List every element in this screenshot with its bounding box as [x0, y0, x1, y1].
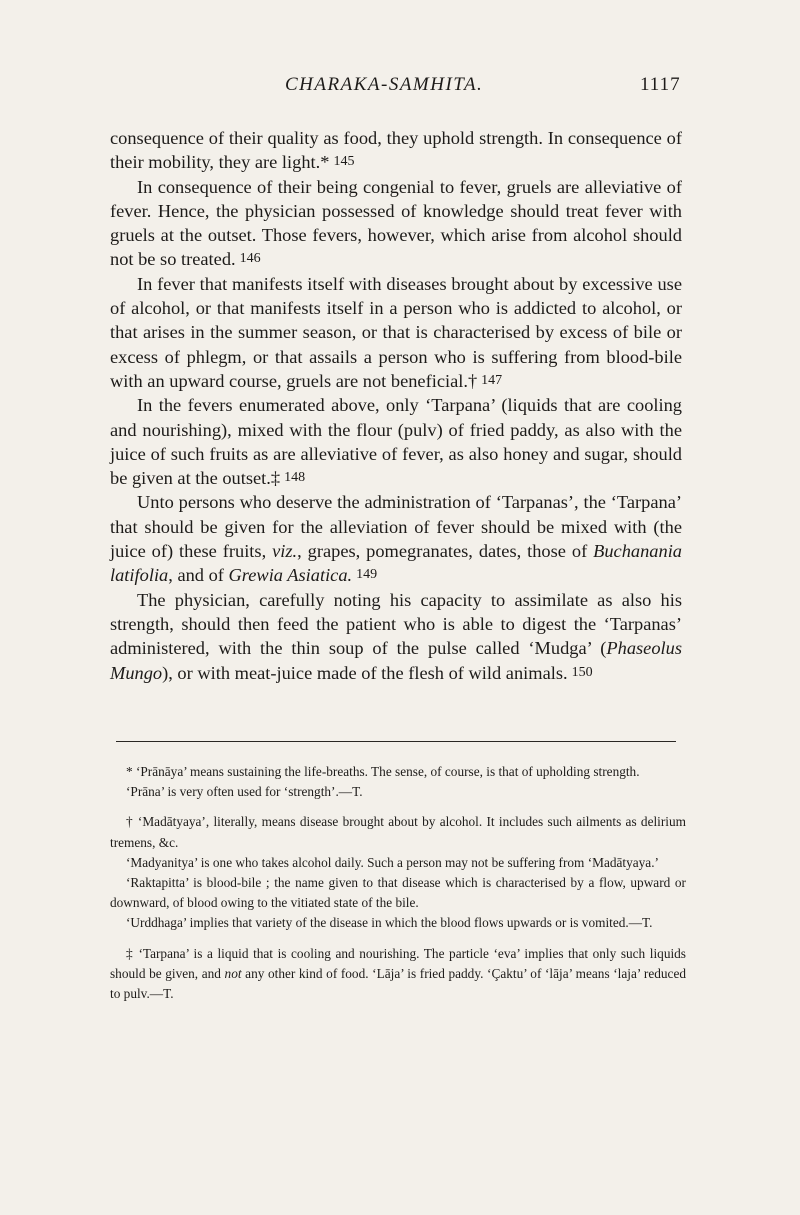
species-name: Buchanania latifolia	[110, 541, 682, 586]
footnote-text: ‡ ‘Tarpana’ is a liquid that is cooling and nourishing. The particle ‘eva’ implies that only such liquids should be given, and	[110, 945, 686, 981]
italic-not: not	[224, 965, 242, 981]
paragraph-text: In consequence of their being congenial to fever, gruels are alleviative of fever. Hence, the physician possessed of knowledge should treat fever with gruels at the outset. Those fevers, however, which arise from alcohol should not be so treated.	[110, 176, 682, 270]
paragraph-text: In fever that manifests itself with diseases brought about by excessive use of alcohol, or that manifests itself in a person who is addicted to alcohol, or that arises in the summer season, or that is characterised by excess of bile or excess of phlegm, or that assails a person who is suffering from blood-bile with an upward course, gruels are not beneficial.†	[110, 273, 682, 391]
species-name: Grewia Asiatica.	[228, 565, 353, 586]
footnote: ‘Raktapitta’ is blood-bile ; the name given to that disease which is characterised by a flow, upward or downward, of blood owing to the vitiated state of the bile.	[110, 875, 686, 911]
paragraph	[110, 393, 682, 490]
verse-number: 150	[571, 664, 593, 680]
footnote: ‘Madyanitya’ is one who takes alcohol daily. Such a person may not be suffering from ‘Madātyaya.’	[126, 854, 659, 870]
footnote: † ‘Madātyaya’, literally, means disease brought about by alcohol. It includes such ailments as delirium tremens, &c.	[110, 814, 686, 850]
footnote: ‘Urddhaga’ implies that variety of the disease in which the blood flows upwards or is vomited.—T.	[126, 915, 653, 931]
species-name: Phaseolus Mungo	[110, 638, 682, 683]
footnote: * ‘Prānāya’ means sustaining the life-breaths. The sense, of course, is that of upholding strength.	[126, 764, 640, 779]
paragraph-text: , and of	[168, 565, 229, 586]
paragraph-text: , grapes, pomegranates, dates, those of	[297, 541, 594, 562]
main-text	[110, 126, 682, 685]
footnote-text: any other kind of food. ‘Lāja’ is fried paddy. ‘Çaktu’ of ‘lāja’ means ‘laja’ reduced to pulv.—T.	[110, 965, 687, 1002]
verse-number: 147	[481, 372, 503, 388]
verse-number: 148	[284, 470, 306, 486]
running-head	[0, 74, 800, 104]
paragraph-text: In the fevers enumerated above, only ‘Tarpana’ (liquids that are cooling and nourishing), mixed with the flour (pulv) of fried paddy, as also with the juice of such fruits as are alleviative of fever, as also honey and sugar, should be given at the outset.‡	[110, 395, 682, 489]
footnotes	[110, 762, 686, 1004]
footnote	[110, 944, 686, 1005]
running-title: CHARAKA-SAMHITA.	[285, 74, 484, 95]
page-number: 1117	[640, 74, 681, 95]
paragraph-text: consequence of their quality as food, they uphold strength. In consequence of their mobility, they are light.*	[110, 128, 682, 173]
verse-number: 145	[333, 154, 355, 170]
paragraph	[110, 175, 682, 272]
paragraph	[110, 126, 682, 175]
footnote: ‘Prāna’ is very often used for ‘strength’.—T.	[126, 784, 363, 800]
paragraph	[110, 588, 682, 685]
paragraph	[110, 490, 682, 587]
paragraph-text: The physician, carefully noting his capacity to assimilate as also his strength, should then feed the patient who is able to digest the ‘Tarpanas’ administered, with the thin soup of the pulse called ‘Mudga’ (	[110, 589, 682, 659]
verse-number: 149	[356, 567, 378, 583]
footnote-divider	[116, 741, 676, 742]
paragraph-text: Unto persons who deserve the administration of ‘Tarpanas’, the ‘Tarpana’ that should be given for the alleviation of fever should be mixed with (the juice of) these fruits,	[110, 492, 682, 562]
italic-viz: viz.	[272, 541, 298, 562]
paragraph-text: ), or with meat-juice made of the flesh of wild animals.	[162, 662, 568, 683]
verse-number: 146	[239, 251, 261, 267]
paragraph	[110, 272, 682, 393]
